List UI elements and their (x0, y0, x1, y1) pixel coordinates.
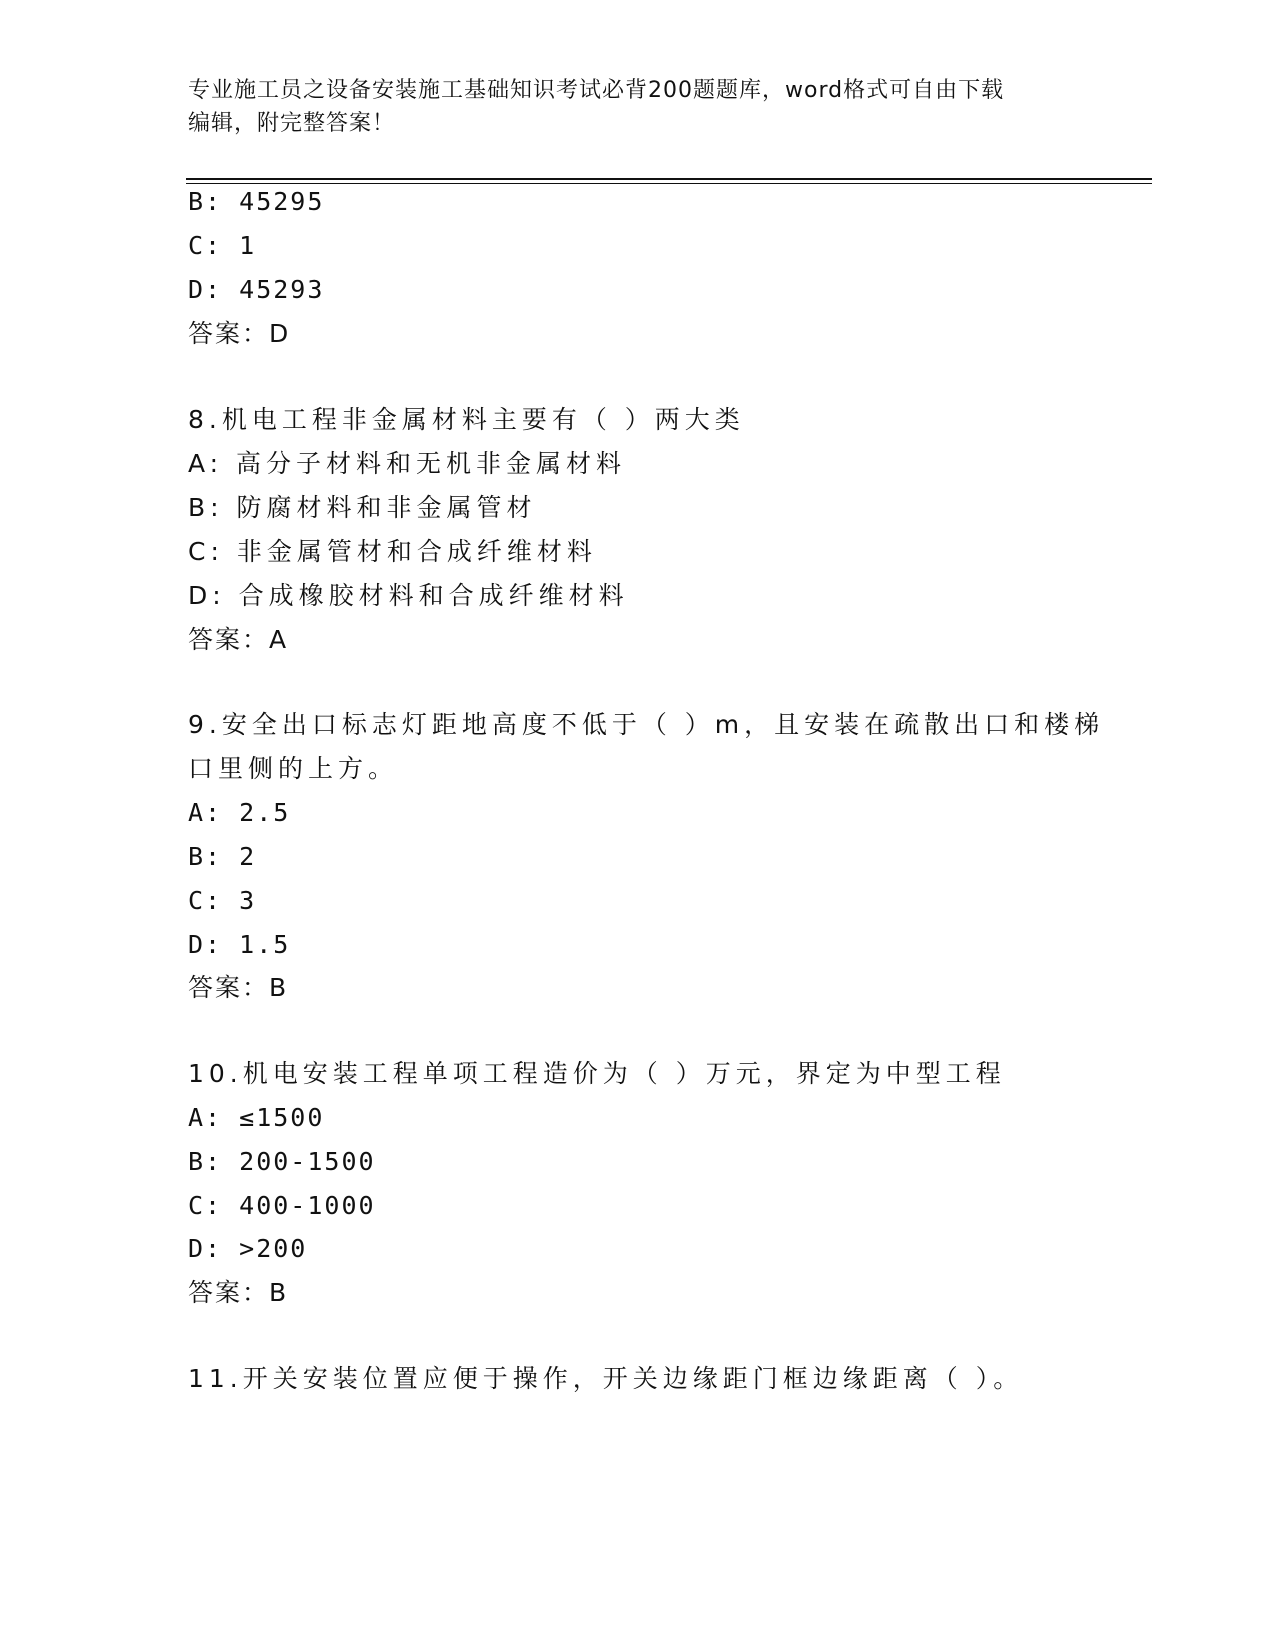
q10-option-d: D: >200 (188, 1234, 308, 1263)
header-divider-thick (186, 178, 1152, 180)
q10-option-a: A: ≤1500 (188, 1103, 325, 1132)
q9-option-b: B: 2 (188, 842, 257, 871)
q10-question: 10.机电安装工程单项工程造价为（ ）万元，界定为中型工程 (188, 1059, 1006, 1088)
q9-option-a: A: 2.5 (188, 798, 291, 827)
q8-answer: 答案：A (188, 625, 289, 654)
q7-option-d: D: 45293 (188, 275, 325, 304)
q8-question: 8.机电工程非金属材料主要有（ ）两大类 (188, 405, 745, 434)
q10-option-b: B: 200-1500 (188, 1147, 376, 1176)
header-line-2: 编辑，附完整答案！ (188, 111, 396, 136)
q7-answer: 答案：D (188, 319, 291, 348)
q9-question-line-1: 9.安全出口标志灯距地高度不低于（ ）m，且安装在疏散出口和楼梯 (188, 710, 1105, 739)
q10-option-c: C: 400-1000 (188, 1191, 376, 1220)
q8-option-c: C: 非金属管材和合成纤维材料 (188, 537, 597, 566)
document-header (188, 74, 1068, 140)
q9-option-d: D: 1.5 (188, 930, 291, 959)
q9-answer: 答案：B (188, 973, 289, 1002)
header-line-1: 专业施工员之设备安装施工基础知识考试必背200题题库，word格式可自由下载 (188, 78, 1005, 103)
q10-answer: 答案：B (188, 1278, 289, 1307)
q8-option-d: D: 合成橡胶材料和合成纤维材料 (188, 581, 629, 610)
q8-option-b: B: 防腐材料和非金属管材 (188, 493, 537, 522)
q8-option-a: A: 高分子材料和无机非金属材料 (188, 449, 627, 478)
header-divider-thin (186, 183, 1152, 184)
q9-question-line-2: 口里侧的上方。 (188, 754, 399, 783)
q9-option-c: C: 3 (188, 886, 257, 915)
q7-option-b: B: 45295 (188, 187, 325, 216)
q11-question: 11.开关安装位置应便于操作，开关边缘距门框边缘距离（ ）。 (188, 1364, 1024, 1393)
q7-option-c: C: 1 (188, 231, 257, 260)
